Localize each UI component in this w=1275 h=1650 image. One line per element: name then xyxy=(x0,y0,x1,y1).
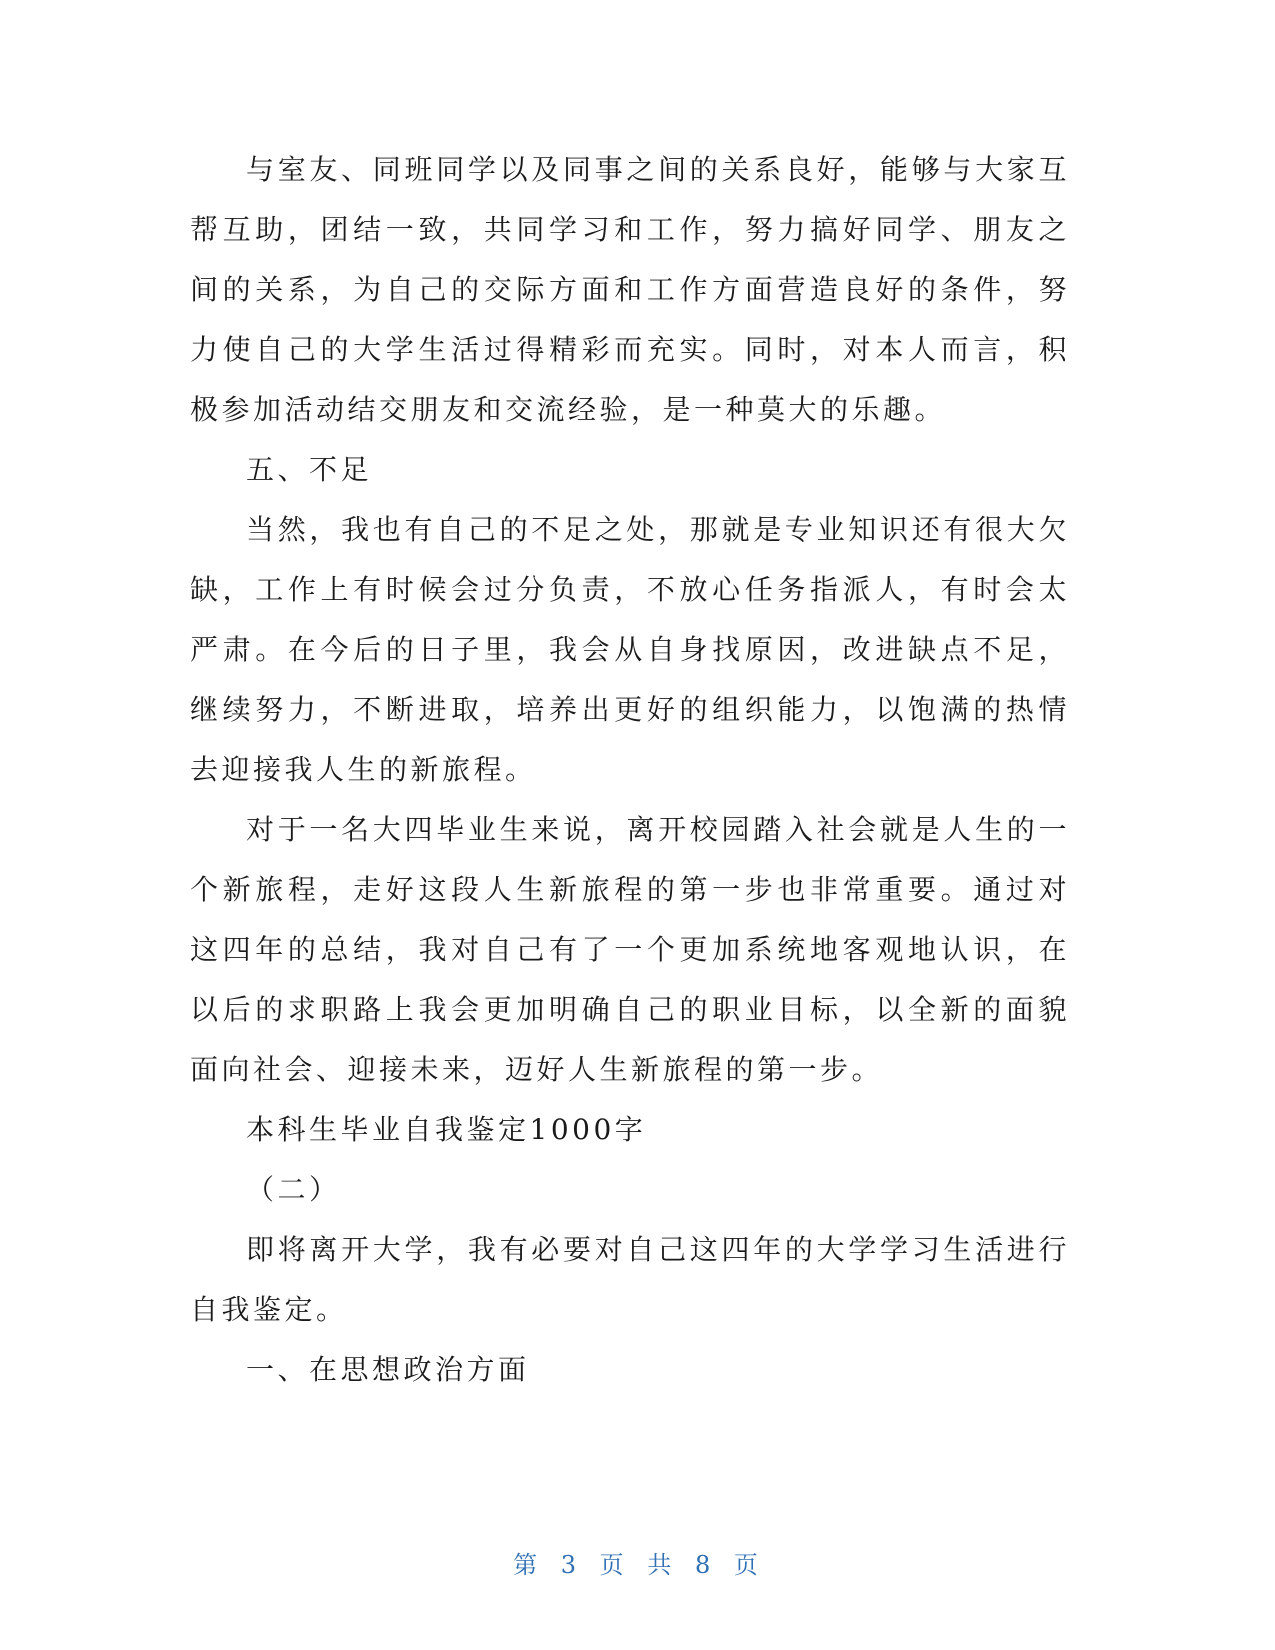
footer-total-pages: 8 xyxy=(694,1551,715,1579)
document-body xyxy=(190,140,1070,1400)
paragraph-shortcomings: 当然，我也有自己的不足之处，那就是专业知识还有很大欠缺，工作上有时候会过分负责，不放心任务指派人，有时会太严肃。在今后的日子里，我会从自身找原因，改进缺点不足，继续努力，不断进取，培养出更好的组织能力，以饱满的热情去迎接我人生的新旅程。 xyxy=(190,513,1070,786)
footer-label-di: 第 xyxy=(513,1551,542,1579)
paragraph-intro: 即将离开大学，我有必要对自己这四年的大学学习生活进行自我鉴定。 xyxy=(190,1233,1070,1326)
section-number: （二） xyxy=(246,1173,341,1206)
paragraph-conclusion: 对于一名大四毕业生来说，离开校园踏入社会就是人生的一个新旅程，走好这段人生新旅程的第一步也非常重要。通过对这四年的总结，我对自己有了一个更加系统地客观地认识，在以后的求职路上我会更加明确自己的职业目标，以全新的面貌面向社会、迎接未来，迈好人生新旅程的第一步。 xyxy=(190,813,1070,1086)
footer-current-page: 3 xyxy=(560,1551,581,1579)
footer-label-ye-total: 页 xyxy=(733,1551,762,1579)
heading-politics: 一、在思想政治方面 xyxy=(246,1353,530,1386)
paragraph-relationships: 与室友、同班同学以及同事之间的关系良好，能够与大家互帮互助，团结一致，共同学习和工作，努力搞好同学、朋友之间的关系，为自己的交际方面和工作方面营造良好的条件，努力使自己的大学生活过得精彩而充实。同时，对本人而言，积极参加活动结交朋友和交流经验，是一种莫大的乐趣。 xyxy=(190,153,1070,426)
page-footer xyxy=(0,1545,1275,1580)
footer-label-gong: 共 xyxy=(647,1551,676,1579)
section-title: 本科生毕业自我鉴定1000字 xyxy=(246,1113,647,1146)
footer-label-ye: 页 xyxy=(599,1551,628,1579)
heading-shortcomings: 五、不足 xyxy=(246,453,373,486)
